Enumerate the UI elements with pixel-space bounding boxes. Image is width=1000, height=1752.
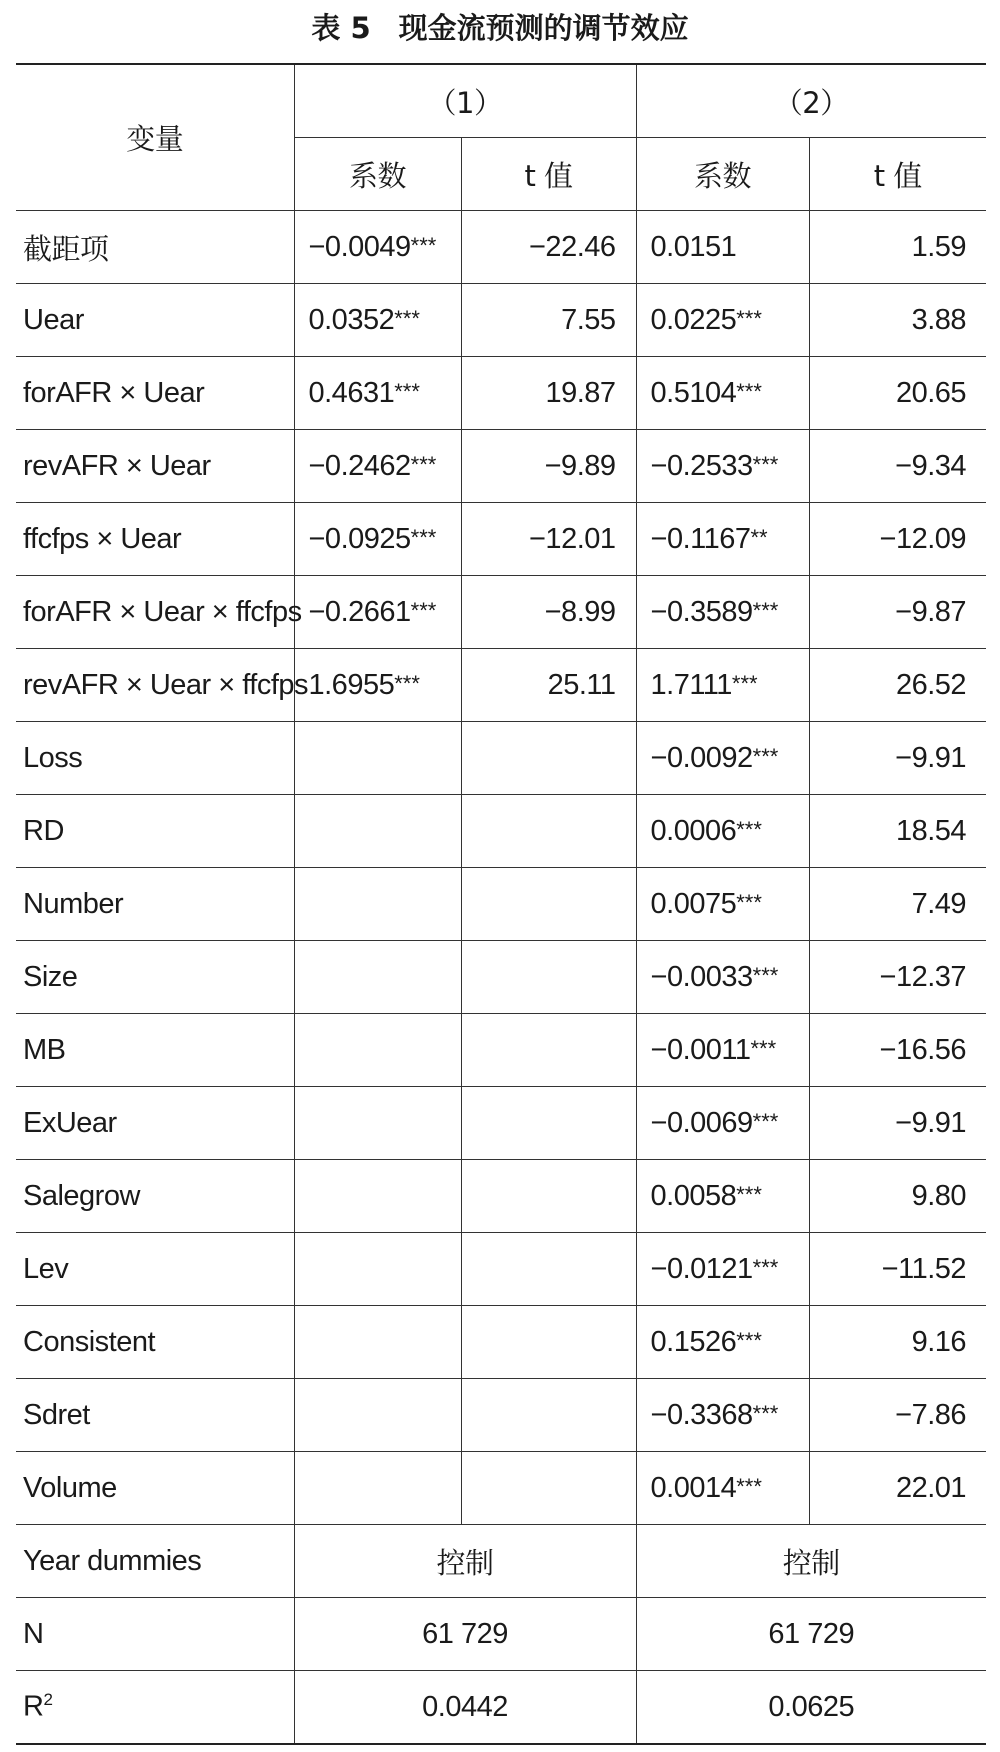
tval-cell-model-2 bbox=[809, 1160, 986, 1233]
coef-cell-model-1 bbox=[294, 1014, 461, 1087]
tval-cell-model-1 bbox=[461, 430, 636, 503]
tval-cell-model-2 bbox=[809, 503, 986, 576]
footer-label: N bbox=[16, 1598, 294, 1671]
t-value: 7.55 bbox=[561, 303, 616, 336]
t-value: 18.54 bbox=[895, 814, 967, 847]
coefficient-value: 1.7111 bbox=[650, 668, 732, 701]
coef-cell-model-2 bbox=[636, 1452, 809, 1525]
table-row bbox=[16, 430, 986, 503]
footer-value: 61 729 bbox=[294, 1598, 636, 1671]
coef-cell-model-1 bbox=[294, 1379, 461, 1452]
significance-stars: *** bbox=[752, 962, 779, 988]
t-value: −8.99 bbox=[544, 595, 616, 628]
variable-name: Loss bbox=[23, 741, 83, 774]
tval-cell-model-2 bbox=[809, 868, 986, 941]
variable-name-cell bbox=[16, 1452, 294, 1525]
variable-name: ExUear bbox=[23, 1106, 117, 1139]
footer-label bbox=[16, 1671, 294, 1745]
variable-name-cell bbox=[16, 1306, 294, 1379]
header-model-2: （2） bbox=[636, 64, 986, 138]
regression-table bbox=[16, 63, 986, 1745]
t-value: −9.89 bbox=[544, 449, 616, 482]
tval-cell-model-1 bbox=[461, 1160, 636, 1233]
significance-stars: *** bbox=[750, 1035, 777, 1061]
variable-name-cell bbox=[16, 576, 302, 649]
t-value: 3.88 bbox=[911, 303, 967, 336]
header-tval-1: t 值 bbox=[461, 138, 636, 211]
variable-name: Lev bbox=[23, 1252, 69, 1285]
coef-cell-model-2 bbox=[636, 1379, 809, 1452]
coefficient-value: 0.0006 bbox=[650, 814, 737, 847]
table-number: 表 5 bbox=[311, 11, 371, 45]
tval-cell-model-2 bbox=[809, 357, 986, 430]
table-row bbox=[16, 1160, 986, 1233]
significance-stars: *** bbox=[736, 1181, 762, 1207]
variable-name-cell bbox=[16, 357, 294, 430]
table-row bbox=[16, 868, 986, 941]
variable-name-cell bbox=[16, 722, 294, 795]
significance-stars: *** bbox=[410, 451, 437, 477]
coefficient-value: −0.3589 bbox=[650, 595, 753, 628]
table-row bbox=[16, 1379, 986, 1452]
tval-cell-model-1 bbox=[461, 1379, 636, 1452]
coef-cell-model-1 bbox=[294, 357, 461, 430]
significance-stars: *** bbox=[731, 670, 758, 696]
significance-stars: *** bbox=[410, 524, 437, 550]
t-value: 25.11 bbox=[547, 668, 616, 701]
table-row bbox=[16, 795, 986, 868]
coef-cell-model-2 bbox=[636, 795, 809, 868]
coefficient-value: −0.0092 bbox=[650, 741, 753, 774]
tval-cell-model-1 bbox=[461, 1306, 636, 1379]
variable-name-cell bbox=[16, 211, 294, 284]
t-value: −12.01 bbox=[529, 522, 616, 555]
t-value: −11.52 bbox=[881, 1252, 967, 1285]
variable-name: 截距项 bbox=[23, 233, 109, 266]
variable-name-cell bbox=[16, 868, 294, 941]
tval-cell-model-1 bbox=[461, 868, 636, 941]
tval-cell-model-2 bbox=[809, 1452, 986, 1525]
coef-cell-model-2 bbox=[636, 284, 809, 357]
variable-name-cell bbox=[16, 941, 294, 1014]
variable-name: forAFR × Uear bbox=[23, 376, 205, 409]
significance-stars: *** bbox=[752, 743, 779, 769]
coef-cell-model-1 bbox=[294, 722, 461, 795]
tval-cell-model-2 bbox=[809, 576, 986, 649]
coefficient-value: 0.5104 bbox=[650, 376, 737, 409]
coefficient-value: −0.2462 bbox=[308, 449, 411, 482]
table-row bbox=[16, 503, 986, 576]
table-row bbox=[16, 284, 986, 357]
header-coef-1: 系数 bbox=[294, 138, 461, 211]
tval-cell-model-1 bbox=[461, 1087, 636, 1160]
coef-cell-model-1 bbox=[294, 1160, 461, 1233]
t-value: −9.34 bbox=[895, 449, 967, 482]
coefficient-value: −0.2661 bbox=[308, 595, 411, 628]
variable-name-cell bbox=[16, 1160, 294, 1233]
coef-cell-model-1 bbox=[294, 649, 461, 722]
significance-stars: *** bbox=[736, 1473, 762, 1499]
t-value: 1.59 bbox=[911, 230, 967, 263]
variable-name: Consistent bbox=[23, 1325, 156, 1358]
coef-cell-model-2 bbox=[636, 211, 809, 284]
row-year-dummies bbox=[16, 1525, 986, 1598]
coef-cell-model-1 bbox=[294, 941, 461, 1014]
variable-name: forAFR × Uear × ffcfps bbox=[23, 595, 302, 628]
tval-cell-model-1 bbox=[461, 941, 636, 1014]
tval-cell-model-2 bbox=[809, 1233, 986, 1306]
coef-cell-model-2 bbox=[636, 576, 809, 649]
coef-cell-model-2 bbox=[636, 1306, 809, 1379]
coefficient-value: 1.6955 bbox=[308, 668, 395, 701]
significance-stars: *** bbox=[752, 1254, 779, 1280]
variable-name-cell bbox=[16, 1379, 294, 1452]
coefficient-value: 0.0058 bbox=[650, 1179, 737, 1212]
header-coef-2: 系数 bbox=[636, 138, 809, 211]
header-tval-2: t 值 bbox=[809, 138, 986, 211]
tval-cell-model-2 bbox=[809, 284, 986, 357]
t-value: 22.01 bbox=[895, 1471, 967, 1504]
significance-stars: *** bbox=[736, 305, 762, 331]
variable-name-cell bbox=[16, 1233, 294, 1306]
tval-cell-model-1 bbox=[461, 1014, 636, 1087]
t-value: 9.16 bbox=[911, 1325, 967, 1358]
coef-cell-model-2 bbox=[636, 1160, 809, 1233]
coefficient-value: −0.1167 bbox=[650, 522, 751, 555]
variable-name: Number bbox=[23, 887, 124, 920]
coef-cell-model-1 bbox=[294, 284, 461, 357]
coefficient-value: −0.0069 bbox=[650, 1106, 753, 1139]
coefficient-value: 0.0352 bbox=[308, 303, 395, 336]
tval-cell-model-2 bbox=[809, 1087, 986, 1160]
significance-stars: *** bbox=[736, 816, 762, 842]
variable-name-cell bbox=[16, 649, 309, 722]
t-value: −9.87 bbox=[895, 595, 967, 628]
coef-cell-model-1 bbox=[294, 1306, 461, 1379]
coefficient-value: 0.0151 bbox=[650, 230, 737, 263]
table-caption: 现金流预测的调节效应 bbox=[398, 11, 689, 45]
significance-stars: ** bbox=[750, 524, 768, 550]
tval-cell-model-2 bbox=[809, 1306, 986, 1379]
header-row-models bbox=[16, 64, 986, 138]
footer-value: 61 729 bbox=[636, 1598, 986, 1671]
significance-stars: *** bbox=[394, 378, 420, 404]
tval-cell-model-1 bbox=[461, 284, 636, 357]
coefficient-value: −0.0049 bbox=[308, 230, 411, 263]
t-value: 26.52 bbox=[895, 668, 967, 701]
significance-stars: *** bbox=[394, 670, 420, 696]
table-row bbox=[16, 211, 986, 284]
tval-cell-model-1 bbox=[461, 1233, 636, 1306]
coef-cell-model-1 bbox=[294, 1087, 461, 1160]
significance-stars: *** bbox=[410, 232, 437, 258]
table-body bbox=[16, 211, 986, 1525]
t-value: −9.91 bbox=[895, 1106, 967, 1139]
coef-cell-model-2 bbox=[636, 1087, 809, 1160]
tval-cell-model-2 bbox=[809, 430, 986, 503]
significance-stars: *** bbox=[410, 597, 437, 623]
tval-cell-model-2 bbox=[809, 941, 986, 1014]
significance-stars: *** bbox=[752, 1400, 779, 1426]
r2-superscript: 2 bbox=[43, 1690, 53, 1710]
table-row bbox=[16, 1306, 986, 1379]
significance-stars: *** bbox=[752, 451, 779, 477]
footer-value: 0.0625 bbox=[636, 1671, 986, 1745]
t-value: 19.87 bbox=[545, 376, 616, 409]
footer-value: 控制 bbox=[294, 1525, 636, 1598]
significance-stars: *** bbox=[752, 1108, 779, 1134]
table-row bbox=[16, 722, 986, 795]
table-row bbox=[16, 357, 986, 430]
coef-cell-model-1 bbox=[294, 211, 461, 284]
variable-name-cell bbox=[16, 795, 294, 868]
coefficient-value: −0.2533 bbox=[650, 449, 753, 482]
footer-value: 控制 bbox=[636, 1525, 986, 1598]
significance-stars: *** bbox=[736, 889, 762, 915]
coef-cell-model-2 bbox=[636, 868, 809, 941]
tval-cell-model-1 bbox=[461, 211, 636, 284]
variable-name-cell bbox=[16, 1014, 294, 1087]
tval-cell-model-2 bbox=[809, 211, 986, 284]
variable-name: Salegrow bbox=[23, 1179, 140, 1212]
tval-cell-model-1 bbox=[461, 795, 636, 868]
coef-cell-model-1 bbox=[294, 503, 461, 576]
table-row bbox=[16, 649, 986, 722]
tval-cell-model-2 bbox=[809, 722, 986, 795]
table-row bbox=[16, 941, 986, 1014]
coefficient-value: −0.0925 bbox=[308, 522, 411, 555]
variable-name-cell bbox=[16, 430, 294, 503]
t-value: −7.86 bbox=[895, 1398, 967, 1431]
header-variable: 变量 bbox=[16, 64, 294, 211]
t-value: −9.91 bbox=[895, 741, 967, 774]
coefficient-value: 0.0014 bbox=[650, 1471, 737, 1504]
row-n bbox=[16, 1598, 986, 1671]
table-row bbox=[16, 576, 986, 649]
coef-cell-model-1 bbox=[294, 1452, 461, 1525]
table-row bbox=[16, 1014, 986, 1087]
tval-cell-model-1 bbox=[461, 649, 636, 722]
variable-name: revAFR × Uear bbox=[23, 449, 211, 482]
tval-cell-model-1 bbox=[461, 503, 636, 576]
t-value: −22.46 bbox=[529, 230, 616, 263]
coefficient-value: −0.0011 bbox=[650, 1033, 751, 1066]
coefficient-value: −0.0033 bbox=[650, 960, 753, 993]
coefficient-value: 0.1526 bbox=[650, 1325, 737, 1358]
coef-cell-model-2 bbox=[636, 1233, 809, 1306]
coefficient-value: −0.0121 bbox=[650, 1252, 753, 1285]
significance-stars: *** bbox=[736, 378, 762, 404]
tval-cell-model-1 bbox=[461, 1452, 636, 1525]
coefficient-value: 0.0225 bbox=[650, 303, 737, 336]
footer-label: Year dummies bbox=[16, 1525, 294, 1598]
table-row bbox=[16, 1452, 986, 1525]
significance-stars: *** bbox=[394, 305, 420, 331]
variable-name: MB bbox=[23, 1033, 66, 1066]
variable-name: Sdret bbox=[23, 1398, 90, 1431]
tval-cell-model-1 bbox=[461, 357, 636, 430]
coef-cell-model-2 bbox=[636, 1014, 809, 1087]
variable-name: RD bbox=[23, 814, 64, 847]
coefficient-value: 0.4631 bbox=[308, 376, 395, 409]
coef-cell-model-2 bbox=[636, 430, 809, 503]
coefficient-value: 0.0075 bbox=[650, 887, 737, 920]
tval-cell-model-2 bbox=[809, 649, 986, 722]
coef-cell-model-2 bbox=[636, 357, 809, 430]
coef-cell-model-1 bbox=[294, 576, 461, 649]
coef-cell-model-1 bbox=[294, 1233, 461, 1306]
variable-name-cell bbox=[16, 503, 294, 576]
significance-stars: *** bbox=[752, 597, 779, 623]
coef-cell-model-2 bbox=[636, 649, 809, 722]
coef-cell-model-2 bbox=[636, 941, 809, 1014]
tval-cell-model-1 bbox=[461, 722, 636, 795]
t-value: 7.49 bbox=[911, 887, 967, 920]
header-model-1: （1） bbox=[294, 64, 636, 138]
tval-cell-model-1 bbox=[461, 576, 636, 649]
variable-name: revAFR × Uear × ffcfps bbox=[23, 668, 309, 701]
variable-name-cell bbox=[16, 1087, 294, 1160]
t-value: 9.80 bbox=[911, 1179, 967, 1212]
variable-name: ffcfps × Uear bbox=[23, 522, 182, 555]
footer-value: 0.0442 bbox=[294, 1671, 636, 1745]
row-r-squared bbox=[16, 1671, 986, 1745]
coef-cell-model-2 bbox=[636, 722, 809, 795]
r2-base: R bbox=[23, 1690, 44, 1723]
t-value: 20.65 bbox=[895, 376, 967, 409]
coefficient-value: −0.3368 bbox=[650, 1398, 753, 1431]
table-row bbox=[16, 1087, 986, 1160]
variable-name: Volume bbox=[23, 1471, 117, 1504]
coef-cell-model-1 bbox=[294, 430, 461, 503]
tval-cell-model-2 bbox=[809, 1014, 986, 1087]
table-title bbox=[0, 8, 1000, 48]
table-row bbox=[16, 1233, 986, 1306]
t-value: −12.37 bbox=[879, 960, 967, 993]
coef-cell-model-1 bbox=[294, 868, 461, 941]
tval-cell-model-2 bbox=[809, 1379, 986, 1452]
tval-cell-model-2 bbox=[809, 795, 986, 868]
variable-name: Size bbox=[23, 960, 78, 993]
coef-cell-model-1 bbox=[294, 795, 461, 868]
t-value: −16.56 bbox=[879, 1033, 967, 1066]
variable-name-cell bbox=[16, 284, 294, 357]
coef-cell-model-2 bbox=[636, 503, 809, 576]
t-value: −12.09 bbox=[879, 522, 967, 555]
significance-stars: *** bbox=[736, 1327, 762, 1353]
variable-name: Uear bbox=[23, 303, 84, 336]
